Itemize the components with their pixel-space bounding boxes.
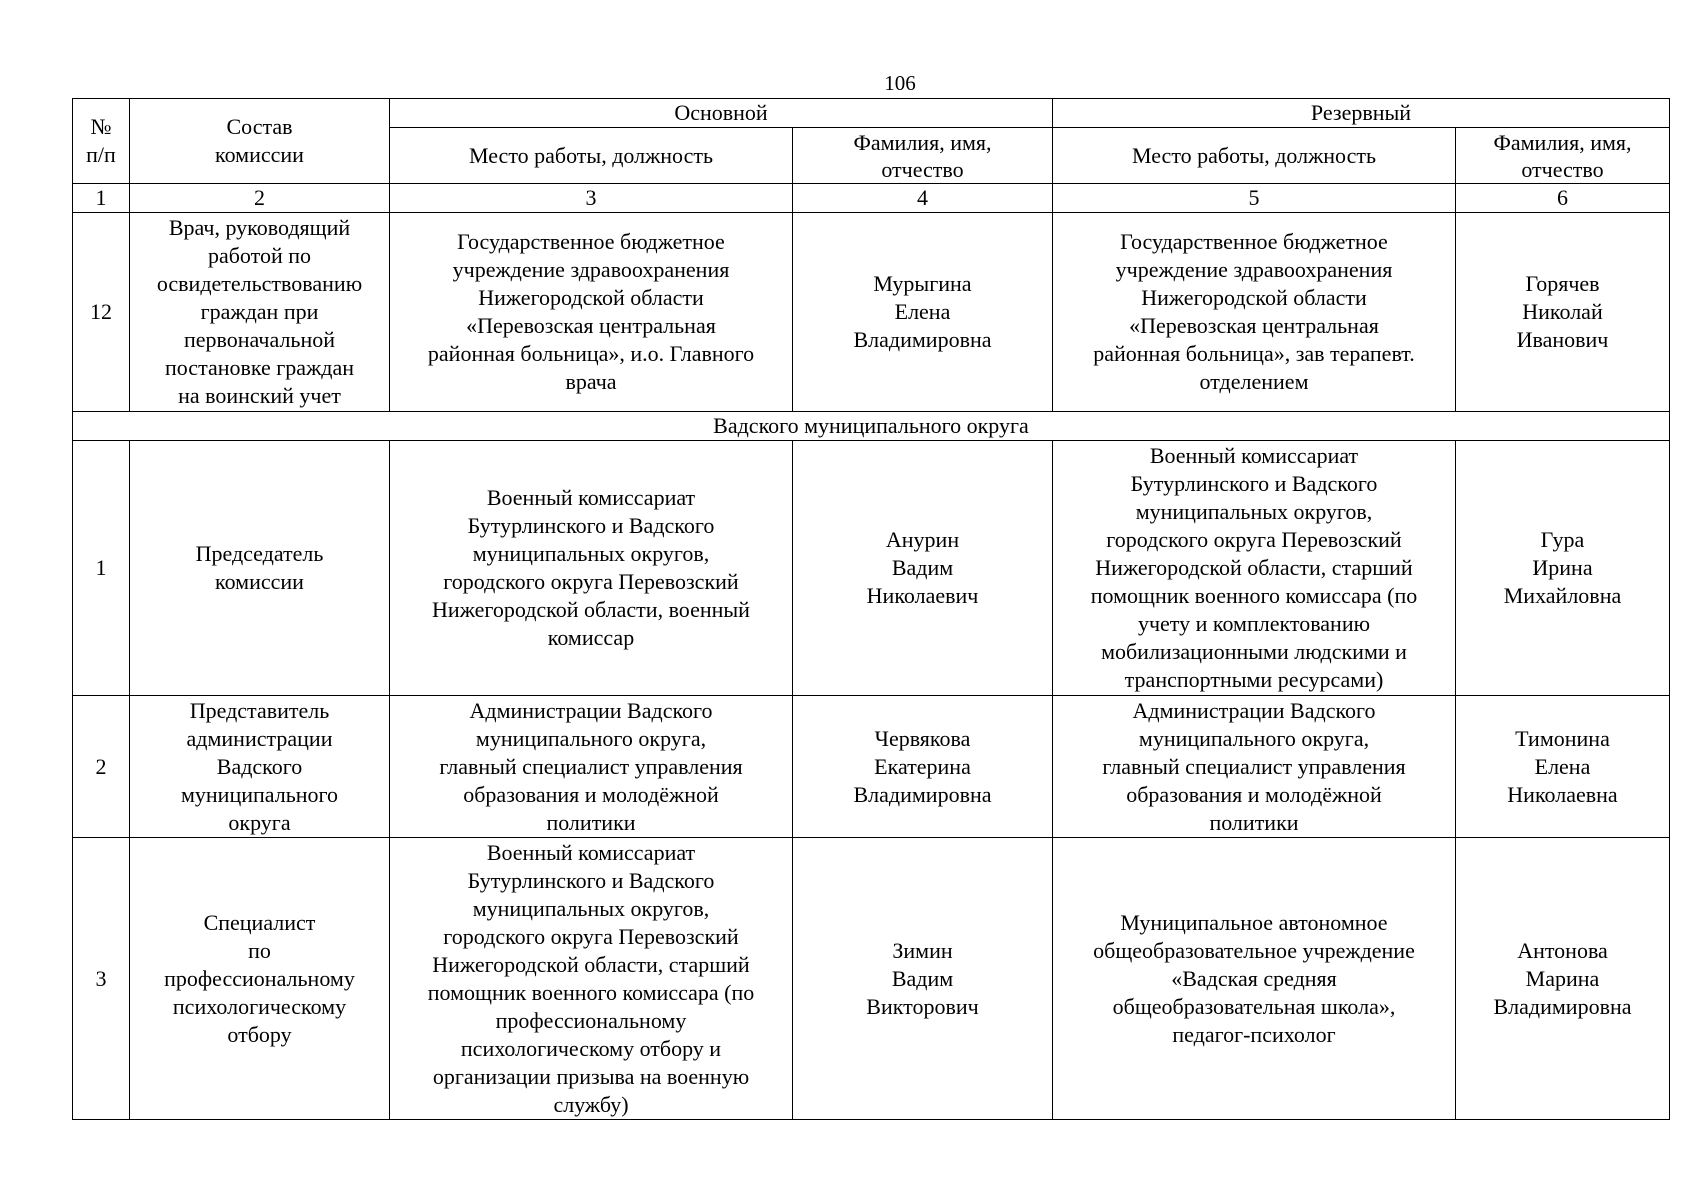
header-workplace-reserve: Место работы, должность bbox=[1053, 128, 1456, 184]
column-number: 3 bbox=[390, 184, 793, 213]
table-row bbox=[73, 213, 1670, 412]
row-main-workplace: Государственное бюджетное учреждение здравоохранения Нижегородской области «Перевозская центральная районная больница», и.о. Главного врача bbox=[390, 213, 793, 412]
header-main: Основной bbox=[390, 99, 1053, 128]
section-title: Вадского муниципального округа bbox=[73, 412, 1670, 441]
row-main-workplace: Администрации Вадского муниципального округа, главный специалист управления образования и молодёжной политики bbox=[390, 696, 793, 838]
row-role: Представитель администрации Вадского муниципального округа bbox=[130, 696, 390, 838]
column-number: 2 bbox=[130, 184, 390, 213]
header-row-top bbox=[73, 99, 1670, 128]
row-reserve-workplace: Военный комиссариат Бутурлинского и Вадского муниципальных округов, городского округа Перевозский Нижегородской области, старший помощник военного комиссара (по учету и комплектованию мобилизационными людскими и транспортными ресурсами) bbox=[1053, 441, 1456, 696]
page-number: 106 bbox=[884, 71, 916, 95]
commission-table bbox=[72, 98, 1670, 1120]
column-number-row bbox=[73, 184, 1670, 213]
row-reserve-fio: Тимонина Елена Николаевна bbox=[1456, 696, 1670, 838]
row-number: 12 bbox=[73, 213, 130, 412]
table-row bbox=[73, 441, 1670, 696]
row-reserve-workplace: Администрации Вадского муниципального округа, главный специалист управления образования и молодёжной политики bbox=[1053, 696, 1456, 838]
table-row bbox=[73, 696, 1670, 838]
row-main-fio: Зимин Вадим Викторович bbox=[793, 838, 1053, 1120]
column-number: 6 bbox=[1456, 184, 1670, 213]
row-number: 1 bbox=[73, 441, 130, 696]
row-main-fio: Червякова Екатерина Владимировна bbox=[793, 696, 1053, 838]
row-reserve-fio: Горячев Николай Иванович bbox=[1456, 213, 1670, 412]
column-number: 5 bbox=[1053, 184, 1456, 213]
header-composition: Состав комиссии bbox=[130, 99, 390, 184]
column-number: 4 bbox=[793, 184, 1053, 213]
header-workplace-main: Место работы, должность bbox=[390, 128, 793, 184]
row-role: Председатель комиссии bbox=[130, 441, 390, 696]
row-main-fio: Мурыгина Елена Владимировна bbox=[793, 213, 1053, 412]
row-main-fio: Анурин Вадим Николаевич bbox=[793, 441, 1053, 696]
row-reserve-fio: Гура Ирина Михайловна bbox=[1456, 441, 1670, 696]
header-reserve: Резервный bbox=[1053, 99, 1670, 128]
row-number: 2 bbox=[73, 696, 130, 838]
table-row bbox=[73, 838, 1670, 1120]
row-role: Врач, руководящий работой по освидетельствованию граждан при первоначальной постановке граждан на воинский учет bbox=[130, 213, 390, 412]
header-fio-reserve: Фамилия, имя, отчество bbox=[1456, 128, 1670, 184]
row-main-workplace: Военный комиссариат Бутурлинского и Вадского муниципальных округов, городского округа Перевозский Нижегородской области, старший помощник военного комиссара (по профессиональному психологическому отбору и организации призыва на военную службу) bbox=[390, 838, 793, 1120]
row-main-workplace: Военный комиссариат Бутурлинского и Вадского муниципальных округов, городского округа Перевозский Нижегородской области, военный комиссар bbox=[390, 441, 793, 696]
column-number: 1 bbox=[73, 184, 130, 213]
row-role: Специалист по профессиональному психологическому отбору bbox=[130, 838, 390, 1120]
row-reserve-fio: Антонова Марина Владимировна bbox=[1456, 838, 1670, 1120]
row-number: 3 bbox=[73, 838, 130, 1120]
header-num: № п/п bbox=[73, 99, 130, 184]
header-fio-main: Фамилия, имя, отчество bbox=[793, 128, 1053, 184]
section-row bbox=[73, 412, 1670, 441]
row-reserve-workplace: Муниципальное автономное общеобразовательное учреждение «Вадская средняя общеобразовательная школа», педагог-психолог bbox=[1053, 838, 1456, 1120]
row-reserve-workplace: Государственное бюджетное учреждение здравоохранения Нижегородской области «Перевозская центральная районная больница», зав терапевт. отделением bbox=[1053, 213, 1456, 412]
